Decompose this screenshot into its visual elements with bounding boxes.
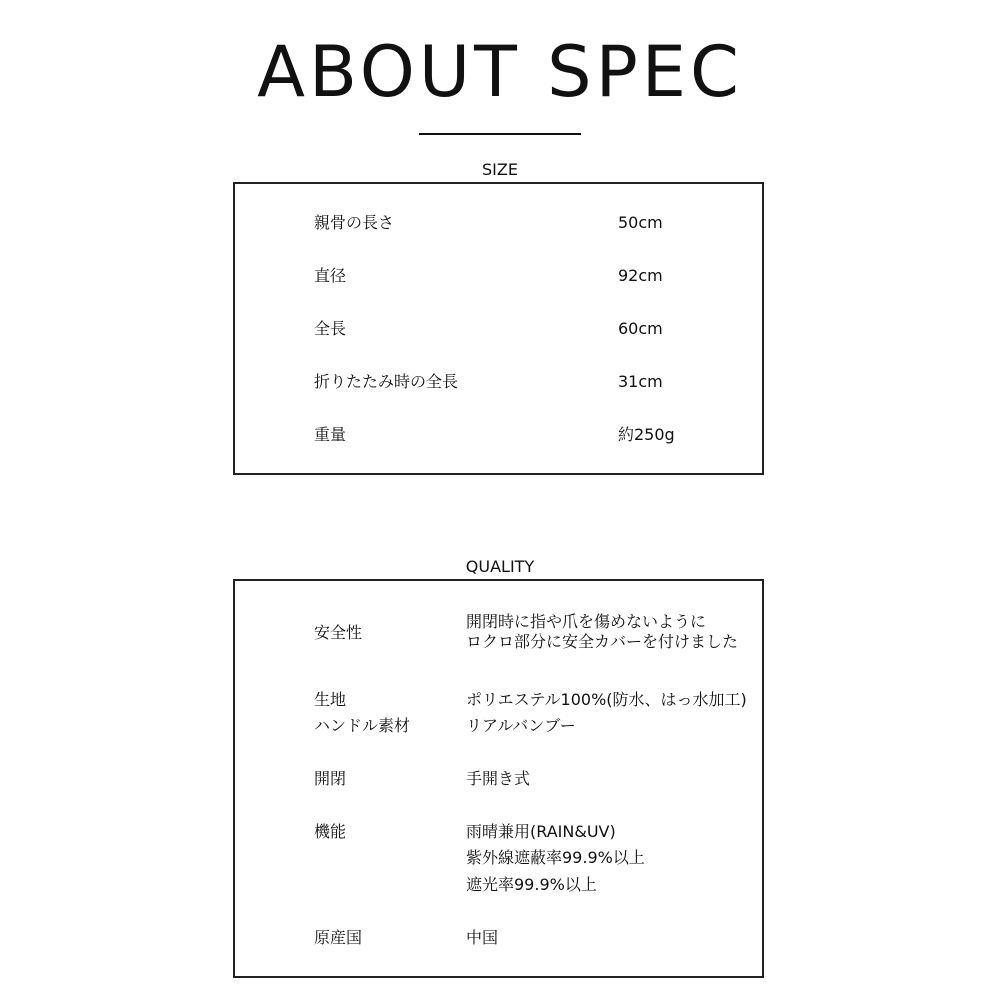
- quality-value-fabric: ポリエステル100%(防水、はっ水加工): [466, 690, 747, 709]
- spec-value-folded-length: 31cm: [618, 372, 663, 391]
- quality-key-opening: 開閉: [314, 769, 347, 788]
- quality-section-label: [0, 557, 1000, 577]
- quality-key-function: 機能: [314, 822, 347, 841]
- page-title: ABOUT SPEC: [257, 31, 743, 113]
- quality-value-function-line-1: 雨晴兼用(RAIN&UV): [466, 822, 616, 841]
- quality-key-fabric: 生地: [314, 690, 347, 709]
- quality-key-handle: ハンドル素材: [314, 716, 411, 735]
- spec-value-weight: 約250g: [618, 425, 675, 444]
- spec-value-rib-length: 50cm: [618, 213, 663, 232]
- quality-value-opening: 手開き式: [466, 769, 531, 788]
- quality-value-handle: リアルバンブー: [466, 716, 576, 735]
- quality-heading: QUALITY: [454, 557, 546, 577]
- size-table: [233, 182, 764, 475]
- quality-value-function-line-2: 紫外線遮蔽率99.9%以上: [466, 848, 645, 867]
- size-section-label: [0, 160, 1000, 180]
- quality-value-safety-line-1: 開閉時に指や爪を傷めないように: [466, 612, 707, 631]
- spec-key-diameter: 直径: [314, 266, 347, 285]
- quality-value-safety-line-2: ロクロ部分に安全カバーを付けました: [466, 632, 739, 651]
- size-heading: SIZE: [470, 160, 530, 180]
- spec-key-total-length: 全長: [314, 319, 347, 338]
- quality-key-origin: 原産国: [314, 928, 363, 947]
- quality-value-function-line-3: 遮光率99.9%以上: [466, 875, 597, 894]
- quality-value-origin: 中国: [466, 928, 499, 947]
- spec-key-folded-length: 折りたたみ時の全長: [314, 372, 459, 391]
- spec-key-rib-length: 親骨の長さ: [314, 213, 395, 232]
- quality-key-safety: 安全性: [314, 623, 363, 642]
- spec-key-weight: 重量: [314, 425, 347, 444]
- spec-value-diameter: 92cm: [618, 266, 663, 285]
- spec-value-total-length: 60cm: [618, 319, 663, 338]
- title-underline: [419, 133, 581, 135]
